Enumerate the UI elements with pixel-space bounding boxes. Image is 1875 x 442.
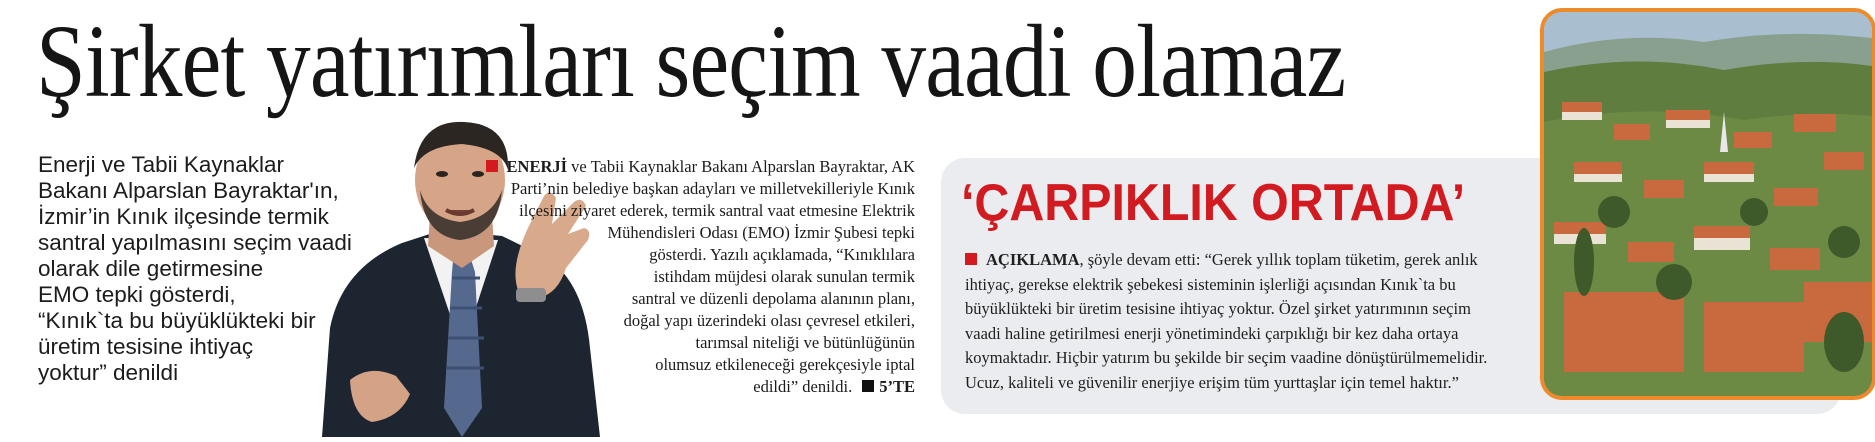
- lede-line: EMO tepki gösterdi,: [38, 282, 236, 307]
- lede-line: Enerji ve Tabii Kaynaklar: [38, 152, 284, 177]
- quote-line: Ucuz, kaliteli ve güvenilir enerjiye erişim tüm yurttaşlar için temel haktır.”: [965, 372, 1459, 392]
- bullet-square-black-icon: [862, 380, 874, 392]
- lede-line: İzmir’in Kınık ilçesinde termik: [38, 204, 329, 229]
- quote-lead-word: AÇIKLAMA: [986, 250, 1080, 269]
- quote-line: ihtiyaç, gerekse elektrik şebekesi sisteminin işlerliği açısından Kınık`ta bu: [965, 274, 1456, 294]
- lede-line: üretim tesisine ihtiyaç: [38, 334, 254, 359]
- body-first-line: [470, 156, 915, 178]
- body-line: doğal yapı üzerindeki olası çevresel etkileri,: [623, 311, 915, 330]
- body-line: istihdam müjdesi olarak sunulan termik: [653, 267, 915, 286]
- lede: [38, 152, 358, 386]
- lede-line: “Kınık`ta bu büyüklükteki bir: [38, 308, 316, 333]
- lede-line: Bakanı Alparslan Bayraktar'ın,: [38, 178, 339, 203]
- lede-line: olarak dile getirmesine: [38, 256, 264, 281]
- body-line: ve Tabii Kaynaklar Bakanı Alparslan Bayraktar, AK: [567, 157, 915, 176]
- quote-line: büyüklükteki bir üretim tesisine ihtiyaç yoktur. Özel şirket yatırımının seçim: [965, 299, 1471, 318]
- lede-line: yoktur” denildi: [38, 360, 179, 385]
- quote-line: koymaktadır. Hiçbir yatırım bu şekilde bir seçim vaadine dönüştürülmemelidir.: [965, 348, 1488, 367]
- quote-line: , şöyle devam etti: “Gerek yıllık toplam tüketim, gerek anlık: [1079, 250, 1478, 269]
- body-line: tarımsal niteliği ve bütünlüğünün: [695, 333, 915, 352]
- continuation-ref: 5’TE: [879, 377, 915, 396]
- body-line: Parti’nin belediye başkan adayları ve milletvekilleriyle Kınık: [510, 179, 915, 198]
- body-line: gösterdi. Yazılı açıklamada, “Kınıklılara: [649, 245, 915, 264]
- body-line: santral ve düzenli depolama alanının planı,: [631, 289, 915, 308]
- body-lead-word: ENERJİ: [506, 157, 568, 176]
- pull-quote-title: ‘ÇARPIKLIK ORTADA’: [961, 174, 1466, 232]
- body-line: olumsuz etkileneceği gerekçesiyle iptal: [655, 355, 915, 374]
- article-body: [470, 156, 915, 398]
- pull-quote-body: [965, 248, 1565, 395]
- body-line: edildi” denildi.: [753, 377, 853, 396]
- body-last-line: [470, 376, 915, 398]
- bullet-square-red-icon: [965, 253, 977, 265]
- quote-line: vaadi haline getirilmesi enerji yönetimindeki çarpıklığı bir kez daha ortaya: [965, 323, 1459, 343]
- lede-line: santral yapılmasını seçim vaadi: [38, 230, 352, 255]
- village-photo: [1540, 8, 1875, 400]
- body-line: ilçesini ziyaret ederek, termik santral vaat etmesine Elektrik: [519, 201, 915, 220]
- body-line: Mühendisleri Odası (EMO) İzmir Şubesi tepki: [607, 223, 915, 242]
- headline: Şirket yatırımları seçim vaadi olamaz: [36, 4, 1346, 119]
- quote-first-line: [965, 248, 1565, 273]
- bullet-square-red-icon: [486, 160, 498, 172]
